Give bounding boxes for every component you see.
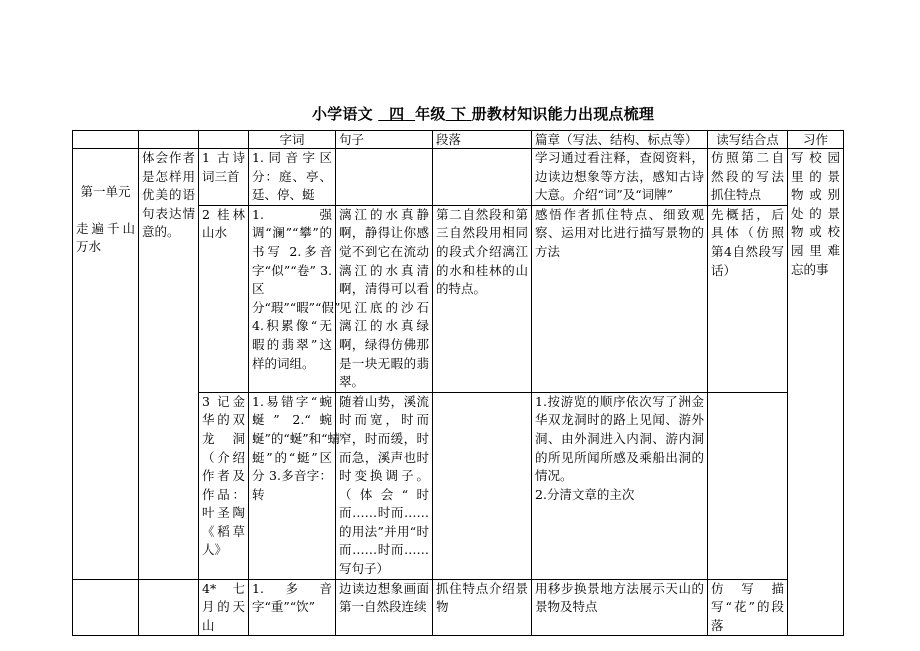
lesson-read-write: 仿写描写“花”的段落 (708, 579, 788, 636)
header-cell: 句子 (336, 131, 433, 149)
lesson-sentences (336, 149, 433, 206)
lesson-read-write: 仿照第二自然段的写法抓住特点 (708, 149, 788, 206)
unit-goal-empty (139, 579, 199, 636)
lesson-sentences: 漓江的水真静啊，静得让你感觉不到它在流动 漓江的水真清啊，清得可以看见江底的沙石 漓江的水真绿啊，绿得仿佛那是一块无暇的翡翠。 (336, 205, 433, 392)
lesson-words: 1.易错字“蜿蜒” 2.“蜿蜒”的“蜒”和“蜻蜓”的“蜓”区分 3.多音字：转 (249, 392, 336, 579)
unit-writing: 写校园里的景物或别处的景物或校园里难忘的事 (788, 149, 844, 636)
lesson-article (532, 392, 708, 579)
title-grade: 四 (389, 105, 405, 123)
lesson-title: 2 桂林山水 (199, 205, 249, 392)
lesson-title: 1 古诗词三首 (199, 149, 249, 206)
title-mid: 年级 (415, 105, 446, 123)
table-row (73, 579, 844, 636)
title-suffix: 册教材知识能力出现点梳理 (471, 105, 655, 123)
header-cell (139, 131, 199, 149)
lesson-title: 3 记金华的双龙洞（介绍作者及作品：叶圣陶《稻草人》 (199, 392, 249, 579)
lesson-article-point: 2.分清文章的主次 (535, 486, 635, 502)
lesson-paragraphs: 第二自然段和第三自然段用相同的段式介绍漓江的水和桂林的山的特点。 (433, 205, 532, 392)
unit-cell-empty (73, 579, 139, 636)
unit-theme: 走遍千山万水 (76, 220, 135, 255)
header-cell: 字词 (249, 131, 336, 149)
title-prefix: 小学语文 (311, 105, 373, 123)
lesson-read-write (708, 392, 788, 579)
lesson-article: 感悟作者抓住特点、细致观察、运用对比进行描写景物的方法 (532, 205, 708, 392)
lesson-article: 用移步换景地方法展示天山的景物及特点 (532, 579, 708, 636)
lesson-sentences: 边读边想象画面第一自然段连续 (336, 579, 433, 636)
header-cell: 篇章（写法、结构、标点等） (532, 131, 708, 149)
header-cell (73, 131, 139, 149)
lesson-sentences: 随着山势，溪流时而宽，时而窄，时而缓，时而急，溪声也时时变换调子。（体会“时而……时而……的用法”并用“时而……时而……写句子） (336, 392, 433, 579)
header-cell: 读写结合点 (708, 131, 788, 149)
lesson-read-write: 先概括，后具体（仿照第4自然段写话） (708, 205, 788, 392)
page-title (0, 103, 920, 124)
curriculum-table (72, 130, 844, 636)
lesson-title: 4* 七月的天山 (199, 579, 249, 636)
header-cell: 段落 (433, 131, 532, 149)
header-row (73, 131, 844, 149)
table-row (73, 149, 844, 206)
header-cell (199, 131, 249, 149)
lesson-words: 1.同音字区分：庭、亭、廷、停、蜓 (249, 149, 336, 206)
unit-cell (73, 149, 139, 580)
lesson-article: 学习通过看注释，查阅资料，边读边想象等方法，感知古诗大意。介绍“词”及“词牌” (532, 149, 708, 206)
lesson-words: 1.多音字“重”“饮” (249, 579, 336, 636)
header-cell: 习作 (788, 131, 844, 149)
unit-goal: 体会作者是怎样用优美的语句表达情意的。 (139, 149, 199, 580)
lesson-paragraphs: 抓住特点介绍景物 (433, 579, 532, 636)
title-term: 下 (450, 105, 467, 123)
lesson-article-point: 1.按游览的顺序依次写了洲金华双龙洞时的路上见闻、游外洞、由外洞进入内洞、游内洞的所见所闻所感及乘船出洞的情况。 (535, 393, 704, 484)
unit-name: 第一单元 (80, 184, 131, 199)
lesson-words: 1.强调“澜”“攀”的书写 2.多音字“似”“卷” 3.区分“瑕”“暇”“假” 4.积累像“无暇的翡翠”这样的词组。 (249, 205, 336, 392)
lesson-paragraphs (433, 392, 532, 579)
lesson-paragraphs (433, 149, 532, 206)
